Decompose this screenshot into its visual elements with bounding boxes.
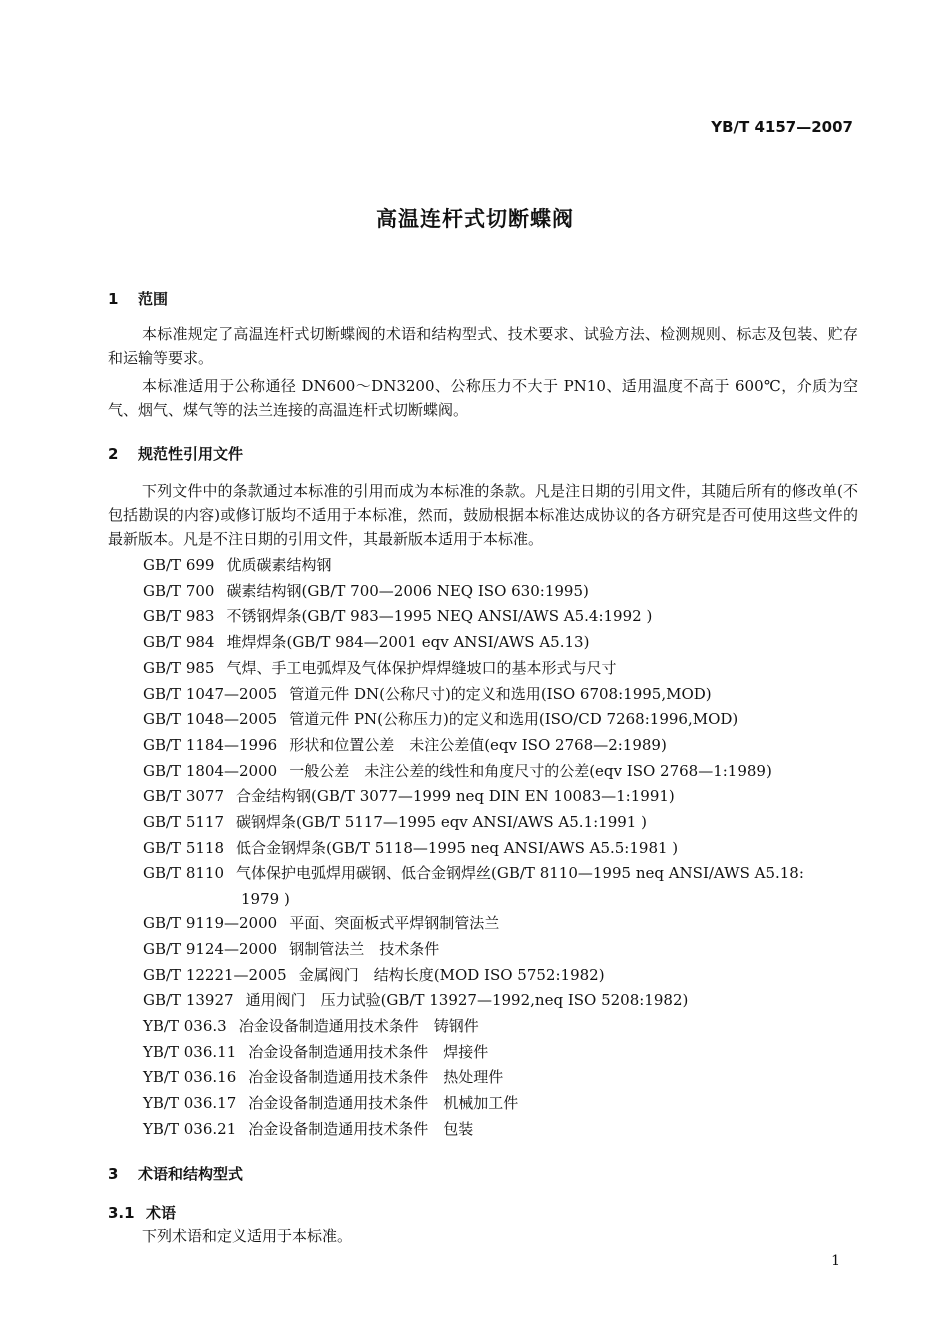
list-item (143, 988, 858, 1014)
reference-code: GB/T 699 (143, 556, 215, 574)
reference-title: 形状和位置公差 未注公差值(eqv ISO 2768—2:1989) (289, 735, 667, 754)
reference-title: 钢制管法兰 技术条件 (289, 939, 440, 958)
reference-title: 不锈钢焊条(GB/T 983—1995 NEQ ANSI/AWS A5.4:1992 ) (226, 607, 653, 626)
list-item (143, 911, 858, 937)
reference-code: GB/T 1184—1996 (143, 735, 278, 754)
list-item (143, 604, 858, 630)
reference-title: 一般公差 未注公差的线性和角度尺寸的公差(eqv ISO 2768—1:1989) (289, 761, 772, 780)
reference-title: 通用阀门 压力试验(GB/T 13927—1992,neq ISO 5208:1982) (245, 991, 689, 1010)
section-title: 范围 (138, 290, 169, 308)
list-item (143, 1091, 858, 1117)
list-item (143, 1040, 858, 1066)
reference-code: GB/T 700 (143, 581, 215, 600)
list-item (143, 682, 858, 708)
paragraph: 下列文件中的条款通过本标准的引用而成为本标准的条款。凡是注日期的引用文件，其随后所有的修改单(不包括勘误的内容)或修订版均不适用于本标准，然而，鼓励根据本标准达成协议的各方研究是否可使用这些文件的最新版本。凡是不注日期的引用文件，其最新版本适用于本标准。 (108, 482, 858, 548)
list-item (143, 656, 858, 682)
section-number: 1 (108, 290, 119, 308)
reference-code: GB/T 5117 (143, 813, 225, 832)
reference-title: 碳素结构钢(GB/T 700—2006 NEQ ISO 630:1995) (226, 581, 589, 600)
list-item (143, 963, 858, 989)
reference-list (143, 553, 858, 1142)
reference-code: GB/T 3077 (143, 787, 225, 806)
section-title: 规范性引用文件 (138, 445, 244, 463)
reference-code: GB/T 1804—2000 (143, 761, 278, 780)
reference-code: GB/T 984 (143, 633, 215, 652)
reference-title: 金属阀门 结构长度(MOD ISO 5752:1982) (298, 965, 605, 984)
section-number: 2 (108, 445, 119, 463)
reference-title: 平面、突面板式平焊钢制管法兰 (289, 914, 500, 933)
subsection-3-1-heading (108, 1202, 176, 1223)
reference-title: 合金结构钢(GB/T 3077—1999 neq DIN EN 10083—1:1991) (236, 787, 675, 806)
reference-title: 冶金设备制造通用技术条件 铸钢件 (238, 1016, 479, 1035)
reference-title: 冶金设备制造通用技术条件 包装 (248, 1119, 474, 1138)
paragraph: 本标准适用于公称通径 DN600～DN3200、公称压力不大于 PN10、适用温度不高于 600℃，介质为空气、烟气、煤气等的法兰连接的高温连杆式切断蝶阀。 (108, 377, 858, 419)
reference-title: 管道元件 DN(公称尺寸)的定义和选用(ISO 6708:1995,MOD) (289, 684, 712, 703)
reference-code: GB/T 8110 (143, 864, 225, 883)
list-item (143, 1065, 858, 1091)
standard-code: YB/T 4157—2007 (711, 118, 853, 136)
list-item (143, 553, 858, 579)
reference-title: 冶金设备制造通用技术条件 焊接件 (248, 1042, 489, 1061)
page-number: 1 (831, 1253, 840, 1269)
paragraph: 本标准规定了高温连杆式切断蝶阀的术语和结构型式、技术要求、试验方法、检测规则、标志及包装、贮存和运输等要求。 (108, 325, 858, 367)
reference-code: GB/T 983 (143, 607, 215, 626)
reference-title: 冶金设备制造通用技术条件 机械加工件 (248, 1094, 519, 1113)
reference-code: GB/T 985 (143, 658, 215, 677)
reference-code: GB/T 9124—2000 (143, 939, 278, 958)
document-title: 高温连杆式切断蝶阀 (376, 207, 574, 231)
reference-code: GB/T 9119—2000 (143, 914, 278, 933)
list-item (143, 836, 858, 862)
reference-code: GB/T 13927 (143, 991, 234, 1010)
reference-code: YB/T 036.21 (143, 1119, 237, 1138)
section-title: 术语和结构型式 (138, 1165, 244, 1183)
reference-code: GB/T 1048—2005 (143, 710, 278, 729)
section-1-heading (108, 288, 168, 309)
list-item (143, 1117, 858, 1143)
reference-title: 低合金钢焊条(GB/T 5118—1995 neq ANSI/AWS A5.5:1981 ) (236, 838, 679, 857)
reference-title-continuation: 1979 ) (241, 890, 290, 909)
list-item (143, 861, 858, 911)
reference-code: YB/T 036.17 (143, 1094, 237, 1113)
paragraph: 下列术语和定义适用于本标准。 (142, 1227, 353, 1245)
reference-title: 碳钢焊条(GB/T 5117—1995 eqv ANSI/AWS A5.1:1991 ) (236, 813, 647, 832)
reference-title: 管道元件 PN(公称压力)的定义和选用(ISO/CD 7268:1996,MOD) (289, 710, 739, 729)
reference-code: YB/T 036.16 (143, 1068, 237, 1087)
list-item (143, 579, 858, 605)
section-3-heading (108, 1163, 243, 1184)
list-item (143, 784, 858, 810)
reference-code: GB/T 12221—2005 (143, 965, 287, 984)
list-item (143, 1014, 858, 1040)
reference-title: 堆焊焊条(GB/T 984—2001 eqv ANSI/AWS A5.13) (226, 633, 590, 652)
reference-code: YB/T 036.11 (143, 1042, 237, 1061)
list-item (143, 937, 858, 963)
reference-code: GB/T 1047—2005 (143, 684, 278, 703)
list-item (143, 630, 858, 656)
list-item (143, 707, 858, 733)
reference-code: GB/T 5118 (143, 838, 225, 857)
subsection-number: 3.1 (108, 1204, 135, 1222)
list-item (143, 810, 858, 836)
section-2-heading (108, 443, 243, 464)
reference-title: 优质碳素结构钢 (226, 556, 332, 574)
section-number: 3 (108, 1165, 119, 1183)
list-item (143, 759, 858, 785)
reference-title: 气体保护电弧焊用碳钢、低合金钢焊丝(GB/T 8110—1995 neq ANSI/AWS A5.18: (236, 864, 804, 883)
list-item (143, 733, 858, 759)
reference-title: 气焊、手工电弧焊及气体保护焊焊缝坡口的基本形式与尺寸 (226, 658, 617, 677)
reference-title: 冶金设备制造通用技术条件 热处理件 (248, 1068, 504, 1087)
reference-code: YB/T 036.3 (143, 1016, 227, 1035)
subsection-title: 术语 (146, 1204, 177, 1222)
